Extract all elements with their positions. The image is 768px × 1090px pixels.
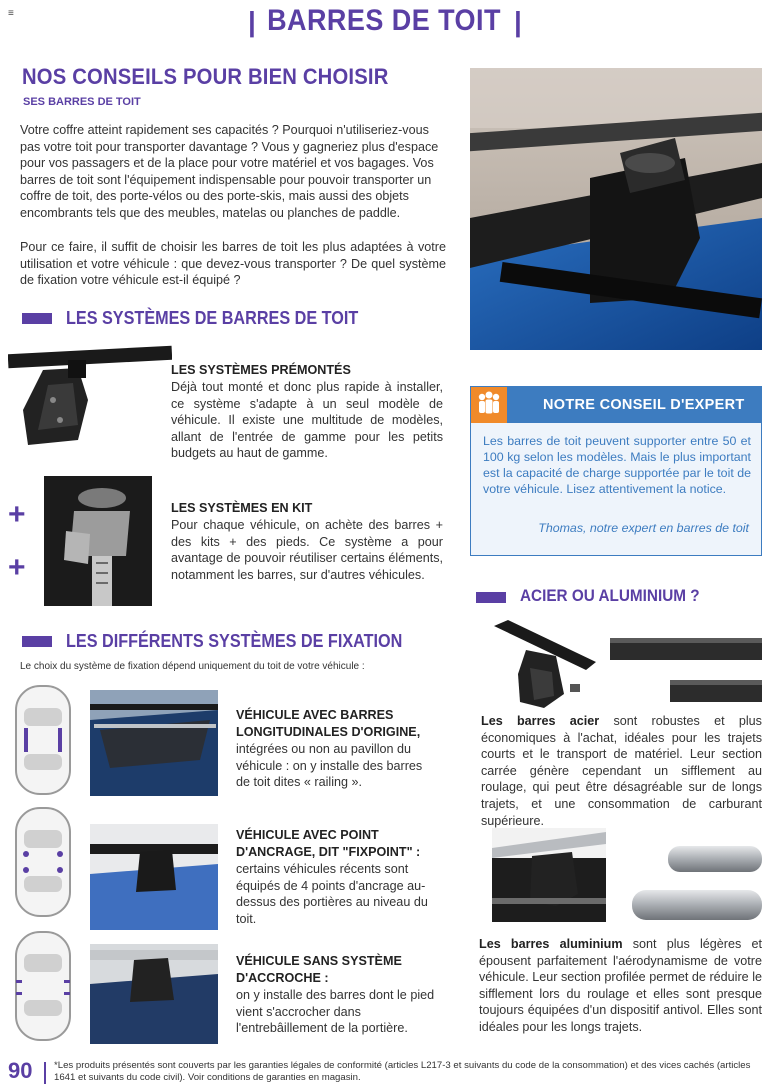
expert-advice-text: Les barres de toit peuvent supporter entre 50 et 100 kg selon les modèles. Mais le plus important est la capacité de charge supportée par le toit de votre véhicule. Lisez attentivement la notice. [483,434,751,496]
car-topview-door-icon [12,930,74,1042]
fixation-door-title: VÉHICULE SANS SYSTÈME D'ACCROCHE : [236,954,402,985]
fixation-railing-title: VÉHICULE AVEC BARRES LONGITUDINALES D'ORIGINE, [236,708,421,739]
aluminium-body: sont plus légères et épousent parfaitement l'aérodynamisme de votre véhicule. Leur section profilée permet de réduire le sifflement lors du roulage et elles sont presque toujours équipées d'un dispositif antivol. Elles sont idéales pour les longs trajets. [479,937,762,1034]
aluminium-bar-profile-image [630,840,762,928]
page-title: BARRES DE TOIT [267,4,501,37]
car-topview-fixpoint-icon [12,806,74,918]
expert-advice-title: NOTRE CONSEIL D'EXPERT [543,397,745,413]
expert-advice-signature: Thomas, notre expert en barres de toit [538,521,749,535]
fixation-fixpoint-title: VÉHICULE AVEC POINT D'ANCRAGE, DIT "FIXPOINT" : [236,828,421,859]
steel-bar-image [490,616,600,712]
steel-text [481,713,762,829]
intro-paragraph-2: Pour ce faire, il suffit de choisir les barres de toit les plus adaptées à votre utilisation et votre véhicule : que devez-vous transporter ? De quel système de fixation votre véhicule est-il équipé ? [20,240,446,288]
fixation-intro: Le choix du système de fixation dépend uniquement du toit de votre véhicule : [20,661,365,672]
kit-title: LES SYSTÈMES EN KIT [171,501,313,515]
aluminium-text [479,936,762,1036]
aluminium-bar-image [492,828,606,922]
fixation-door-text: on y installe des barres dont le pied vient s'accrocher dans l'entrebâillement de la portière. [236,988,435,1036]
car-topview-railing-icon [12,684,74,796]
premounted-foot-image [8,340,172,460]
footer-legal-note: *Les produits présentés sont couverts par les garanties légales de conformité (articles L217-3 et suivants du code de la consommation) et des vices cachés (articles 1641 et suivants du code civil). Voir conditions de garanties en magasin. [54,1060,751,1083]
car-door-clamp-photo [90,944,218,1044]
steel-body: sont robustes et plus économiques à l'achat, idéales pour les trajets courts et le transport de matériel. Leur section carrée génère cependant un sifflement au roulage, qui peut être désagréable sur de longs trajets, et une consommation de carburant supérieure. [481,714,762,828]
section-marker [22,636,52,647]
fixation-fixpoint-text: certains véhicules récents sont équipés de 4 points d'ancrage au-dessus des portières au niveau du toit. [236,862,428,926]
fixation-railing-text: intégrées ou non au pavillon du véhicule : on y installe des barres de toit dites « railing ». [236,742,423,790]
people-icon [471,387,507,423]
header-pipe-left: | [248,6,256,37]
car-railing-photo [90,690,218,796]
premounted-text: Déjà tout monté et donc plus rapide à installer, ce système s'adapte à un seul modèle de véhicule. Il existe une multitude de modèles, allant de l'entrée de gamme pour les petits budgets au haut de gamme. [171,380,443,461]
premounted-title: LES SYSTÈMES PRÉMONTÉS [171,363,351,377]
menu-icon: ≡ [8,8,14,19]
kit-foot-image [44,476,152,606]
systems-title: LES SYSTÈMES DE BARRES DE TOIT [66,308,359,328]
aluminium-bold: Les barres aluminium [479,937,623,951]
header-pipe-right: | [514,6,522,37]
expert-advice-box [470,386,762,556]
intro-paragraph-1: Votre coffre atteint rapidement ses capacités ? Pourquoi n'utiliseriez-vous pas votre toit pour transporter davantage ? Vous y gagneriez plus d'espace pour vos passagers et de la place pour votre matériel et vos bagages. Vos barres de toit sont l'équipement indispensable pour pouvoir transporter un coffre de toit, des porte-vélos ou des porte-skis, mais aussi des objets encombrants tels que des meubles, matelas ou planches de paddle. [20,123,439,220]
fixation-title: LES DIFFÉRENTS SYSTÈMES DE FIXATION [66,631,403,651]
plus-icon: + [8,551,26,584]
steel-bar-profile-image [608,632,762,706]
page-number: 90 [8,1058,33,1083]
car-fixpoint-photo [90,824,218,930]
section-marker [476,592,506,603]
intro-title: NOS CONSEILS POUR BIEN CHOISIR [22,64,389,89]
hero-roof-bar-photo [470,68,762,350]
kit-text: Pour chaque véhicule, on achète des barres + des kits + des pieds. Ce système a pour avantage de pouvoir réutiliser certains éléments, notamment les barres, sur d'autres véhicules. [171,518,443,582]
steel-bold: Les barres acier [481,714,600,728]
plus-icon: + [8,498,26,531]
section-marker [22,313,52,324]
intro-subtitle: SES BARRES DE TOIT [23,96,141,108]
footer-divider [44,1062,46,1084]
expert-advice-header [471,387,761,423]
material-title: ACIER OU ALUMINIUM ? [520,586,700,605]
